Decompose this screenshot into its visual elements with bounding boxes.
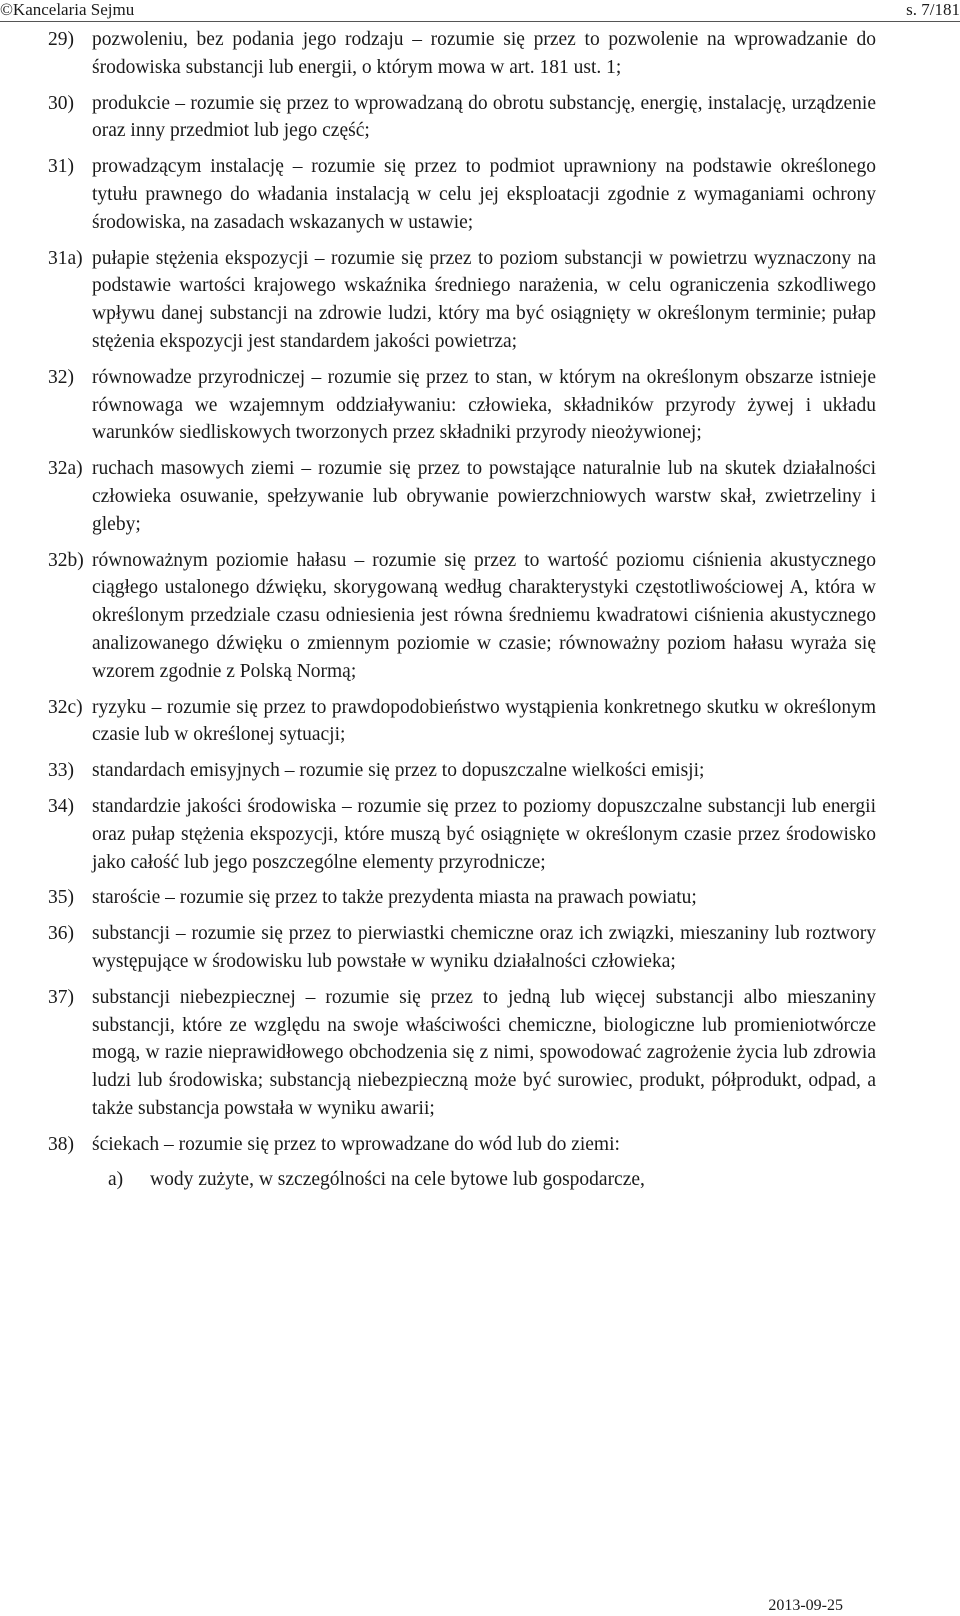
item-number: 31a) xyxy=(48,247,83,269)
definition-item xyxy=(0,1131,960,1159)
item-text: substancji niebezpiecznej – rozumie się przez to jedną lub więcej substancji albo mieszaniny substancji, które ze względu na swoje właściwości chemiczne, biologiczne lub promieniotwórcze mogą, w razie nieprawidłowego obchodzenia się z nimi, spowodować zagrożenie życia lub zdrowia ludzi lub środowiska; substancją niebezpieczną może być surowiec, produkt, półprodukt, odpad, a także substancja powstała w wyniku awarii; xyxy=(92,986,876,1119)
item-text: produkcie – rozumie się przez to wprowadzaną do obrotu substancję, energię, instalację, urządzenie oraz inny przedmiot lub jego część; xyxy=(92,92,876,142)
definition-item xyxy=(0,884,960,912)
item-number: 38) xyxy=(48,1133,74,1155)
item-text: staroście – rozumie się przez to także prezydenta miasta na prawach powiatu; xyxy=(92,887,697,909)
item-number: 32a) xyxy=(48,458,83,480)
item-text: substancji – rozumie się przez to pierwiastki chemiczne oraz ich związki, mieszaniny lub roztwory występujące w środowisku lub powstałe w wyniku działalności człowieka; xyxy=(92,923,876,972)
definition-item xyxy=(0,757,960,785)
page-number: s. 7/181 xyxy=(906,0,960,19)
definition-subitem xyxy=(0,1166,960,1194)
item-text: standardzie jakości środowiska – rozumie się przez to poziomy dopuszczalne substancji lub energii oraz pułap stężenia ekspozycji, które muszą być osiągnięte w określonym czasie przez środowisko jako całość lub jego poszczególne elementy przyrodnicze; xyxy=(92,795,876,873)
definition-item xyxy=(0,26,960,82)
definition-item xyxy=(0,364,960,447)
item-text: równoważnym poziomie hałasu – rozumie się przez to wartość poziomu ciśnienia akustycznego ciągłego ustalonego dźwięku, skorygowaną według charakterystyki częstotliwościowej A, która w określonym przedziale czasu odniesienia jest równa średniemu kwadratowi ciśnienia akustycznego analizowanego dźwięku o zmiennym poziomie w czasie; równoważny poziom hałasu wyraża się wzorem zgodnie z Polską Normą; xyxy=(92,549,876,682)
header-rule xyxy=(0,21,960,22)
item-text: pozwoleniu, bez podania jego rodzaju – rozumie się przez to pozwolenie na wprowadzanie do środowiska substancji lub energii, o którym mowa w art. 181 ust. 1; xyxy=(92,29,876,78)
definition-item xyxy=(0,90,960,146)
subitem-text: wody zużyte, w szczególności na cele bytowe lub gospodarcze, xyxy=(150,1169,645,1191)
footer-date: 2013-09-25 xyxy=(768,1597,843,1614)
item-number: 31) xyxy=(48,156,74,178)
item-number: 32b) xyxy=(48,549,84,571)
item-number: 34) xyxy=(48,795,74,817)
definition-item xyxy=(0,455,960,538)
item-number: 35) xyxy=(48,887,74,909)
definition-item xyxy=(0,547,960,686)
item-text: ruchach masowych ziemi – rozumie się przez to powstające naturalnie lub na skutek działalności człowieka osuwanie, spełzywanie lub obrywanie powierzchniowych warstw skał, zwietrzeliny i gleby; xyxy=(92,458,876,535)
item-text: ściekach – rozumie się przez to wprowadzane do wód lub do ziemi: xyxy=(92,1133,620,1155)
definition-item xyxy=(0,694,960,750)
item-text: prowadzącym instalację – rozumie się przez to podmiot uprawniony na podstawie określonego tytułu prawnego do władania instalacją w celu jej eksploatacji zgodnie z wymaganiami ochrony środowiska, na zasadach wskazanych w ustawie; xyxy=(92,156,876,233)
item-number: 30) xyxy=(48,92,74,114)
item-text: ryzyku – rozumie się przez to prawdopodobieństwo wystąpienia konkretnego skutku w określonym czasie lub w określonej sytuacji; xyxy=(92,696,876,746)
item-text: równowadze przyrodniczej – rozumie się przez to stan, w którym na określonym obszarze istnieje równowaga we wzajemnym oddziaływaniu: człowieka, składników przyrody żywej i układu warunków siedliskowych tworzonych przez składniki przyrody nieożywionej; xyxy=(92,366,876,444)
definition-item xyxy=(0,984,960,1123)
item-number: 29) xyxy=(48,29,74,50)
definition-item xyxy=(0,245,960,356)
item-number: 32) xyxy=(48,366,74,388)
item-number: 36) xyxy=(48,923,74,945)
item-number: 32c) xyxy=(48,696,83,718)
item-text: pułapie stężenia ekspozycji – rozumie się przez to poziom substancji w powietrzu wyznaczony na podstawie wartości krajowego wskaźnika średniego narażenia, w celu ograniczenia szkodliwego wpływu danej substancji na zdrowie ludzi, który ma być osiągnięty w określonym terminie; pułap stężenia ekspozycji jest standardem jakości powietrza; xyxy=(92,247,876,352)
definition-item xyxy=(0,793,960,876)
definition-item xyxy=(0,920,960,976)
page-header xyxy=(0,0,960,20)
document-body xyxy=(0,26,960,1194)
item-number: 37) xyxy=(48,986,74,1008)
definition-item xyxy=(0,153,960,236)
item-number: 33) xyxy=(48,760,74,782)
item-text: standardach emisyjnych – rozumie się przez to dopuszczalne wielkości emisji; xyxy=(92,760,705,782)
source-label: ©Kancelaria Sejmu xyxy=(0,0,135,19)
subitem-letter: a) xyxy=(108,1169,124,1191)
